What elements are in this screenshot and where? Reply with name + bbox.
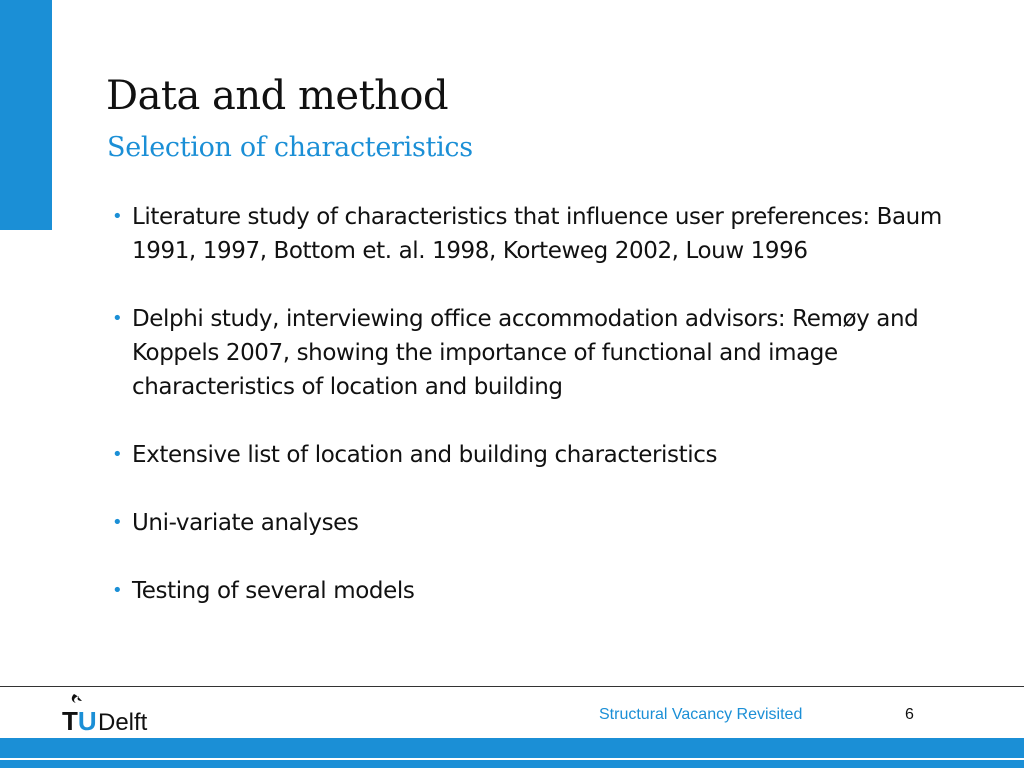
flame-icon xyxy=(72,694,82,703)
bullet-dot-icon: • xyxy=(112,308,123,329)
footer-presentation-title: Structural Vacancy Revisited xyxy=(599,706,803,723)
footer-band-thin xyxy=(0,760,1024,768)
bullet-list xyxy=(112,200,992,642)
bullet-text: Delphi study, interviewing office accommodation advisors: Remøy and Koppels 2007, showing the importance of functional and image characteristics of location and building xyxy=(132,306,919,400)
bullet-text: Literature study of characteristics that influence user preferences: Baum 1991, 1997, Bottom et. al. 1998, Korteweg 2002, Louw 1996 xyxy=(132,204,942,264)
page-number: 6 xyxy=(905,706,914,723)
logo-tu: TU xyxy=(62,706,97,736)
slide-subtitle: Selection of characteristics xyxy=(107,132,473,163)
bullet-item xyxy=(112,200,992,268)
bullet-item xyxy=(112,302,992,404)
bullet-text: Extensive list of location and building characteristics xyxy=(132,442,718,468)
accent-bar xyxy=(0,0,52,230)
tudelft-logo xyxy=(62,692,172,736)
bullet-dot-icon: • xyxy=(112,580,123,601)
bullet-item xyxy=(112,438,992,472)
bullet-dot-icon: • xyxy=(112,512,123,533)
footer-band xyxy=(0,738,1024,758)
bullet-dot-icon: • xyxy=(112,444,123,465)
bullet-dot-icon: • xyxy=(112,206,123,227)
bullet-item xyxy=(112,506,992,540)
bullet-text: Testing of several models xyxy=(132,578,415,604)
logo-delft: Delft xyxy=(98,709,148,736)
footer-divider xyxy=(0,686,1024,687)
bullet-item xyxy=(112,574,992,608)
slide-title: Data and method xyxy=(106,73,449,119)
bullet-text: Uni-variate analyses xyxy=(132,510,359,536)
